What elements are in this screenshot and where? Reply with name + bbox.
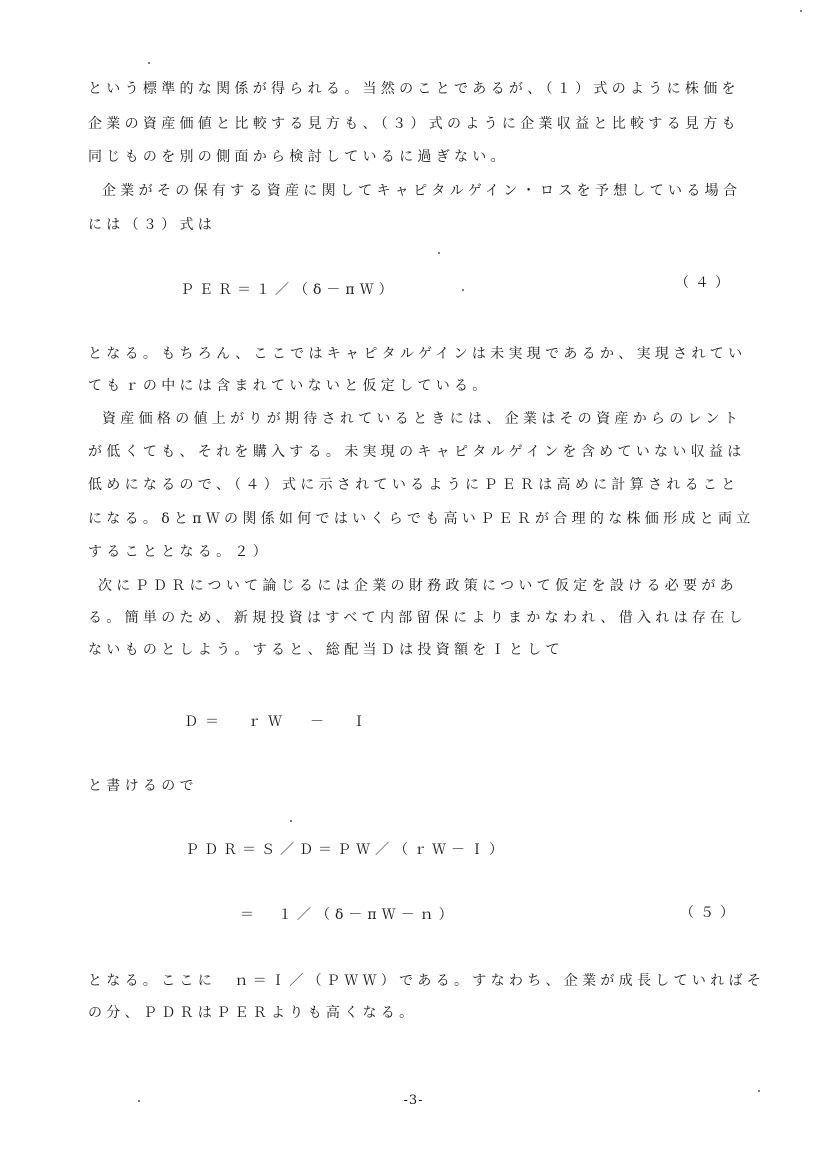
text-line: となる。もちろん、ここではキャピタルゲインは未実現であるか、実現されてい	[88, 346, 747, 362]
text-line: 企業の資産価値と比較する見方も、（３）式のように企業収益と比較する見方も	[88, 116, 740, 132]
text-line: になる。δとπＷの関係如何ではいくらでも高いＰＥＲが合理的な株価形成と両立	[88, 511, 755, 527]
text-line: には（３）式は	[88, 217, 217, 233]
scan-speck	[758, 1090, 760, 1092]
text-line: る。簡単のため、新規投資はすべて内部留保によりまかなわれ、借入れは存在し	[88, 610, 747, 626]
equation-number-5: （５）	[680, 905, 740, 921]
text-line: という標準的な関係が得られる。当然のことであるが、（１）式のように株価を	[88, 81, 740, 97]
text-line: することとなる。２）	[88, 544, 271, 560]
scan-speck	[438, 252, 440, 254]
text-line: ないものとしよう。すると、総配当Ｄは投資額をＩとして	[88, 642, 564, 658]
text-line: 次にＰＤＲについて論じるには企業の財務政策について仮定を設ける必要があ	[98, 578, 738, 594]
text-line: が低くても、それを購入する。未実現のキャピタルゲインを含めていない収益は	[88, 444, 746, 460]
text-line: 同じものを別の側面から検討しているに過ぎない。	[88, 149, 509, 165]
scan-speck	[462, 289, 464, 291]
scan-speck	[290, 820, 292, 822]
text-line: 低めになるので、（４）式に示されているようにＰＥＲは高めに計算されること	[88, 477, 740, 493]
equation-5-line-1: ＰＤＲ＝Ｓ／Ｄ＝ＰＷ／（ｒＷ－Ｉ）	[185, 842, 508, 858]
equation-5-line-2: ＝ １／（δ－πＷ－ｎ）	[240, 907, 458, 923]
equation-4: ＰＥＲ＝１／（δ－πＷ）	[180, 282, 398, 298]
page-number: -3-	[403, 1093, 424, 1108]
scan-speck	[138, 1100, 140, 1102]
text-line: となる。ここに ｎ＝Ｉ／（ＰＷＷ）である。すなわち、企業が成長していればそ	[88, 973, 766, 989]
scan-speck	[148, 62, 150, 64]
text-line: 資産価格の値上がりが期待されているときには、企業はその資産からのレント	[102, 411, 743, 427]
equation-number-4: （４）	[675, 275, 735, 291]
equation-dividend: Ｄ＝ ｒＷ － Ｉ	[184, 714, 373, 730]
text-line: 企業がその保有する資産に関してキャピタルゲイン・ロスを予想している場合	[102, 183, 742, 199]
scan-speck	[800, 10, 802, 12]
text-line: の分、ＰＤＲはＰＥＲよりも高くなる。	[88, 1005, 418, 1021]
text-line: と書けるので	[88, 778, 198, 794]
text-line: てもｒの中には含まれていないと仮定している。	[88, 378, 491, 394]
